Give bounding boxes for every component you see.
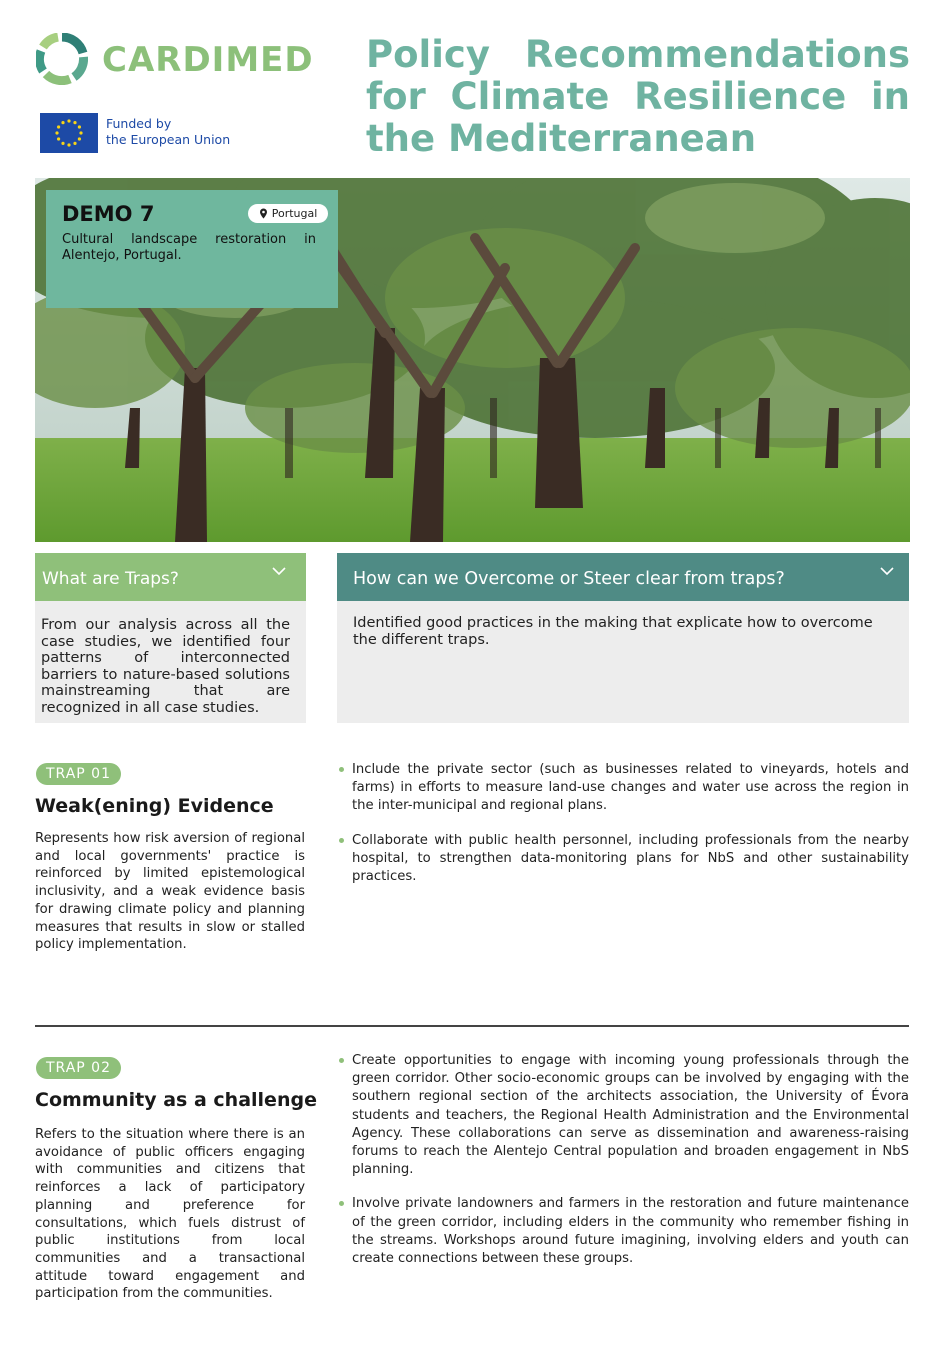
- trap-title: Weak(ening) Evidence: [35, 795, 274, 817]
- demo-title: DEMO 7: [62, 202, 155, 226]
- traps-panel-heading: What are Traps?: [42, 569, 179, 589]
- page-title: Policy Recommendations for Climate Resilience in the Mediterranean: [366, 33, 910, 160]
- trap-recommendations: [337, 1052, 909, 1284]
- location-pin-icon: [259, 208, 268, 219]
- trap-badge: TRAP 01: [36, 763, 121, 785]
- funding-line-2: the European Union: [106, 132, 231, 147]
- demo-description: Cultural landscape restoration in Alentejo, Portugal.: [62, 232, 316, 263]
- trap-recommendations: [337, 761, 909, 902]
- section-divider: [35, 1025, 909, 1027]
- list-item: Involve private landowners and farmers in the restoration and future maintenance of the green corridor, including elders in the community who remember fishing in the streams. Workshops around future imagining, involving elders and youth can create connections between these groups.: [337, 1195, 909, 1268]
- chevron-down-icon[interactable]: [272, 566, 286, 576]
- list-item: Create opportunities to engage with incoming young professionals through the green corridor. Other socio-economic groups can be involved by engaging with the southern regional section of the architects association, the University of Évora students and teachers, the Regional Health Administration and the Environmental Agency. These collaborations can serve as dissemination and awareness-raising forums to reach the Alentejo Central population and broaden engagement in NbS planning.: [337, 1052, 909, 1179]
- traps-panel-text: From our analysis across all the case studies, we identified four patterns of interconnected barriers to nature-based solutions mainstreaming that are recognized in all case studies.: [41, 617, 290, 716]
- trap-description: Refers to the situation where there is an avoidance of public officers engaging with communities and citizens that reinforces a lack of participatory planning and preference for consultations, which fuels distrust of public institutions from local communities and a transactional attitude toward engagement and participation from the communities.: [35, 1127, 305, 1302]
- eu-flag-icon: [40, 113, 98, 153]
- funding-line-1: Funded by: [106, 116, 172, 131]
- trap-title: Community as a challenge: [35, 1089, 317, 1111]
- overcome-panel-heading: How can we Overcome or Steer clear from traps?: [353, 569, 785, 589]
- funding-statement: [106, 116, 230, 148]
- trap-badge: TRAP 02: [36, 1057, 121, 1079]
- trap-description: Represents how risk aversion of regional and local governments' practice is reinforced by limited epistemological inclusivity, and a weak evidence basis for drawing climate policy and planning measures that results in slow or stalled policy implementation.: [35, 831, 305, 953]
- brand-name: CARDIMED: [102, 40, 314, 80]
- list-item: Include the private sector (such as businesses related to vineyards, hotels and farms) in efforts to measure land-use changes and water use across the region in the inter-municipal and regional plans.: [337, 761, 909, 816]
- chevron-down-icon[interactable]: [880, 566, 894, 576]
- cardimed-logo-icon: [36, 33, 88, 85]
- list-item: Collaborate with public health personnel, including professionals from the nearby hospital, to strengthen data-monitoring plans for NbS and other sustainability practices.: [337, 832, 909, 887]
- location-label: Portugal: [271, 207, 318, 220]
- overcome-panel-text: Identified good practices in the making that explicate how to overcome the different traps.: [353, 615, 873, 648]
- location-badge: [248, 204, 328, 223]
